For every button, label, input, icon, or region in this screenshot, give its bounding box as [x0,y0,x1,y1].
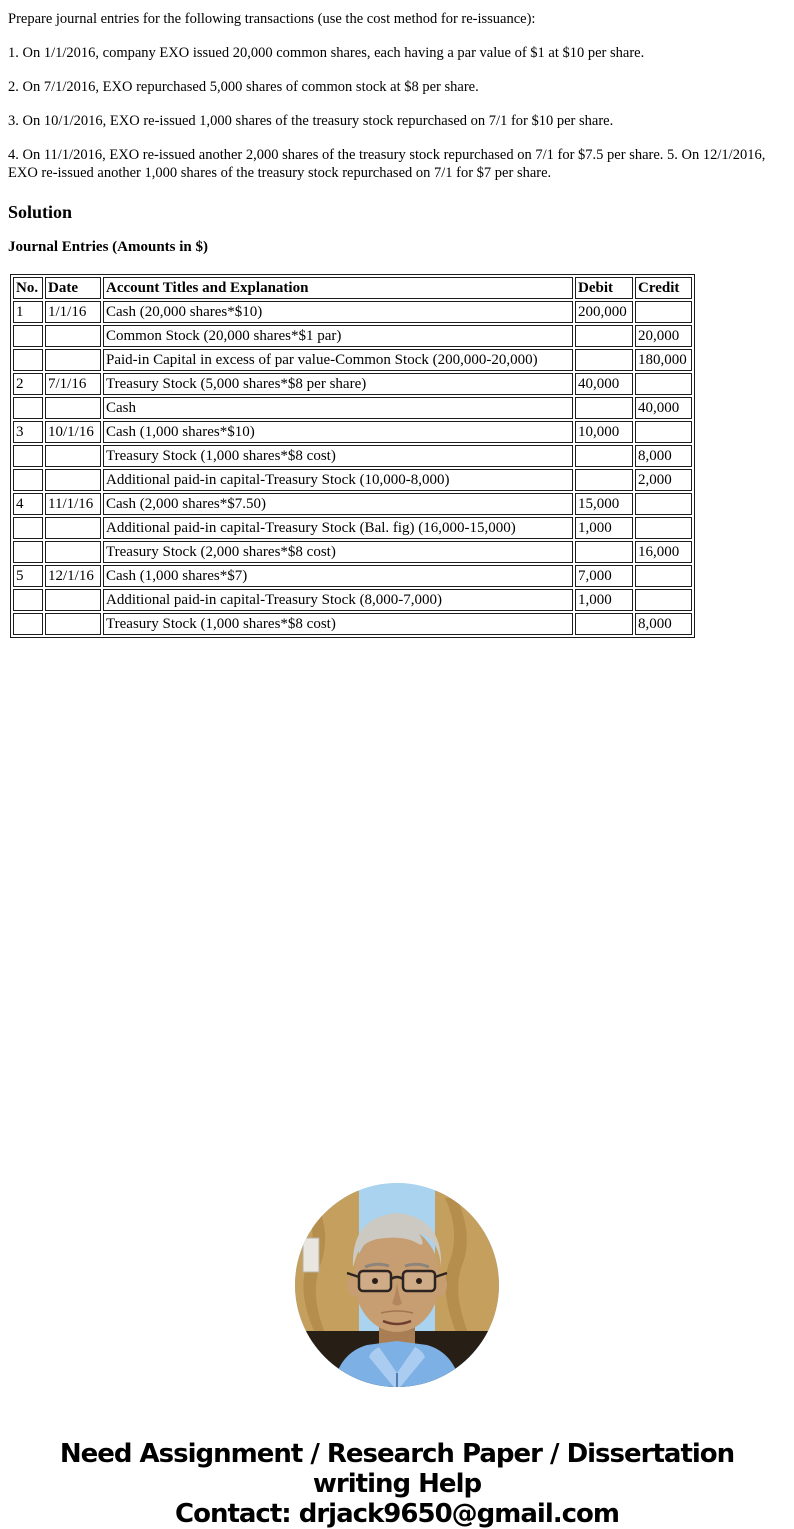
cell-credit [635,589,692,611]
cell-date [45,397,101,419]
cell-no: 4 [13,493,43,515]
cell-account: Additional paid-in capital-Treasury Stock (10,000-8,000) [103,469,573,491]
cell-no [13,349,43,371]
cell-debit [575,325,633,347]
intro-paragraph: Prepare journal entries for the following transactions (use the cost method for re-issuance): [8,11,536,27]
journal-table-row [13,349,692,371]
cell-account: Cash (1,000 shares*$10) [103,421,573,443]
cell-no: 3 [13,421,43,443]
cell-date: 12/1/16 [45,565,101,587]
cell-credit: 20,000 [635,325,692,347]
cell-date [45,445,101,467]
footer-line-1: Need Assignment / Research Paper / Dissertation [59,1438,735,1469]
cell-account: Common Stock (20,000 shares*$1 par) [103,325,573,347]
cell-date [45,517,101,539]
presenter-avatar [295,1183,499,1387]
cell-debit [575,397,633,419]
cell-date: 1/1/16 [45,301,101,323]
cell-no: 1 [13,301,43,323]
cell-no [13,397,43,419]
cell-debit [575,349,633,371]
journal-table-row [13,541,692,563]
journal-table-row [13,565,692,587]
journal-table-row [13,469,692,491]
journal-table-row [13,373,692,395]
column-header-date: Date [45,277,101,299]
journal-table-row [13,613,692,635]
journal-entries-table [10,274,695,638]
journal-table-row [13,493,692,515]
transaction-item-1: 1. On 1/1/2016, company EXO issued 20,000 common shares, each having a par value of $1 at $10 per share. [8,45,645,61]
journal-table-row [13,301,692,323]
cell-account: Treasury Stock (2,000 shares*$8 cost) [103,541,573,563]
cell-account: Treasury Stock (5,000 shares*$8 per share) [103,373,573,395]
footer-promo-text [8,1439,786,1529]
cell-credit: 8,000 [635,613,692,635]
cell-debit [575,445,633,467]
transaction-item-4-5: 4. On 11/1/2016, EXO re-issued another 2,000 shares of the treasury stock repurchased on 7/1 for $7.5 per share. 5. On 12/1/2016, EXO re-issued another 1,000 shares of the treasury stock repurchased on 7/1 for $7 per share. [8,147,766,181]
cell-debit [575,469,633,491]
cell-debit: 7,000 [575,565,633,587]
cell-credit [635,421,692,443]
cell-credit [635,493,692,515]
column-header-account: Account Titles and Explanation [103,277,573,299]
cell-date [45,469,101,491]
column-header-no: No. [13,277,43,299]
cell-debit: 10,000 [575,421,633,443]
cell-date [45,349,101,371]
cell-date: 10/1/16 [45,421,101,443]
journal-table-body [13,301,692,635]
transaction-item-2: 2. On 7/1/2016, EXO repurchased 5,000 shares of common stock at $8 per share. [8,79,479,95]
cell-account: Treasury Stock (1,000 shares*$8 cost) [103,445,573,467]
cell-credit [635,373,692,395]
journal-entries-subheading: Journal Entries (Amounts in $) [8,238,209,255]
cell-debit [575,613,633,635]
cell-account: Paid-in Capital in excess of par value-Common Stock (200,000-20,000) [103,349,573,371]
cell-account: Additional paid-in capital-Treasury Stock (8,000-7,000) [103,589,573,611]
cell-credit: 2,000 [635,469,692,491]
cell-debit: 1,000 [575,589,633,611]
cell-no [13,469,43,491]
cell-date [45,589,101,611]
column-header-debit: Debit [575,277,633,299]
footer-line-2: writing Help [312,1468,482,1499]
cell-account: Cash [103,397,573,419]
cell-no [13,445,43,467]
cell-date [45,541,101,563]
cell-account: Cash (20,000 shares*$10) [103,301,573,323]
cell-date: 11/1/16 [45,493,101,515]
cell-credit: 40,000 [635,397,692,419]
column-header-credit: Credit [635,277,692,299]
journal-table-row [13,421,692,443]
cell-debit: 15,000 [575,493,633,515]
presenter-portrait-illustration [295,1183,499,1387]
cell-account: Cash (2,000 shares*$7.50) [103,493,573,515]
cell-credit [635,565,692,587]
cell-debit: 200,000 [575,301,633,323]
cell-no [13,613,43,635]
cell-no: 5 [13,565,43,587]
cell-date [45,613,101,635]
cell-credit [635,301,692,323]
journal-table-row [13,397,692,419]
journal-table-row [13,517,692,539]
cell-date: 7/1/16 [45,373,101,395]
journal-table-header-row [13,277,692,299]
cell-no [13,541,43,563]
cell-debit: 1,000 [575,517,633,539]
cell-account: Cash (1,000 shares*$7) [103,565,573,587]
journal-table-row [13,589,692,611]
cell-credit: 16,000 [635,541,692,563]
solution-heading: Solution [8,202,73,222]
cell-no [13,325,43,347]
presenter-photo-wrap [8,1183,786,1387]
cell-no: 2 [13,373,43,395]
transaction-item-3: 3. On 10/1/2016, EXO re-issued 1,000 shares of the treasury stock repurchased on 7/1 for $10 per share. [8,113,614,129]
cell-credit: 8,000 [635,445,692,467]
journal-table-row [13,445,692,467]
cell-no [13,589,43,611]
cell-account: Additional paid-in capital-Treasury Stock (Bal. fig) (16,000-15,000) [103,517,573,539]
cell-no [13,517,43,539]
cell-date [45,325,101,347]
cell-credit: 180,000 [635,349,692,371]
footer-contact-email: Contact: drjack9650@gmail.com [175,1498,619,1529]
cell-account: Treasury Stock (1,000 shares*$8 cost) [103,613,573,635]
cell-credit [635,517,692,539]
journal-table-row [13,325,692,347]
cell-debit [575,541,633,563]
cell-debit: 40,000 [575,373,633,395]
